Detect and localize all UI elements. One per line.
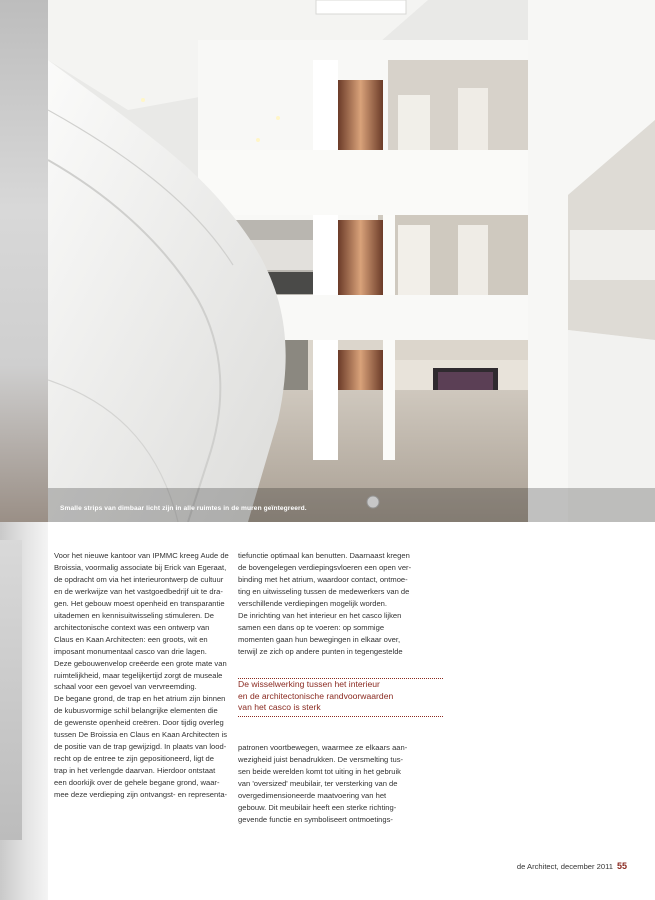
text-line: mee deze verdieping zijn ontvangst- en representa-: [54, 790, 228, 800]
text-line: sen beide werelden komt tot uiting in het gebruik: [238, 766, 401, 776]
facing-page-photo-edge: [0, 0, 48, 522]
text-line: de gewenste openheid creëren. Door tijdig overleg: [54, 718, 224, 728]
text-line: tiefunctie optimaal kan benutten. Daarnaast kregen: [238, 551, 410, 560]
pull-quote-rule-bottom: [238, 716, 443, 717]
text-line: Deze gebouwenvelop creëerde een grote mate van: [54, 658, 227, 668]
atrium-photo: [48, 0, 655, 522]
article-column-right-top: [238, 550, 428, 658]
text-line: van 'oversized' meubilair, ter versterking van de: [238, 778, 398, 788]
text-line: binding met het atrium, waardoor contact, ontmoe-: [238, 574, 408, 584]
text-line: imposant monumentaal casco van drie lagen.: [54, 646, 207, 656]
text-line: De inrichting van het interieur en het casco lijken: [238, 610, 402, 620]
text-line: overgedimensioneerde maatvoering van het: [238, 790, 387, 800]
text-line: Voor het nieuwe kantoor van IPMMC kreeg Aude de: [54, 551, 229, 560]
text-line: trap in het verlengde daarvan. Hierdoor ontstaat: [54, 766, 216, 776]
text-line: Broissia, voormalig associate bij Erick van Egeraat,: [54, 562, 227, 572]
text-line: gevende functie en symboliseert ontmoetings-: [238, 814, 393, 824]
photo-caption: Smalle strips van dimbaar licht zijn in alle ruimtes in de muren geïntegreerd.: [60, 505, 307, 512]
text-line: architectonische context was een ontwerp van: [54, 622, 210, 632]
text-line: de positie van de trap gewijzigd. In plaats van lood-: [54, 742, 227, 752]
text-line: tussen De Broissia en Claus en Kaan Architecten is: [54, 730, 228, 740]
text-line: de bovengelegen verdiepingsvloeren een open ver-: [238, 562, 412, 572]
text-line: verschillende verdiepingen mogelijk worden.: [238, 598, 388, 608]
text-line: ting en uitwisseling tussen de medewerkers van de: [238, 586, 410, 596]
pull-quote-line: De wisselwerking tussen het interieur: [238, 679, 380, 689]
text-line: De begane grond, de trap en het atrium zijn binnen: [54, 694, 226, 704]
text-line: en de werkwijze van het vastgoedbedrijf uit te dra-: [54, 586, 223, 596]
page-number: 55: [616, 861, 627, 871]
text-line: patronen voortbewegen, waarmee ze elkaars aan-: [238, 743, 408, 752]
publication-name: de Architect, december 2011: [516, 862, 613, 871]
page-footer: [517, 861, 627, 871]
text-line: recht op de entree te zijn gepositioneerd, ligt de: [54, 754, 214, 764]
atrium-illustration: [48, 0, 655, 522]
pull-quote-line: van het casco is sterk: [238, 702, 321, 713]
facing-page-text-edge: [0, 540, 22, 840]
text-line: de opdracht om via het interieurontwerp de cultuur: [54, 574, 224, 584]
text-line: wezigheid juist benadrukken. De versmelting tus-: [238, 754, 404, 764]
text-line: gen. Het gebouw moest openheid en transparantie: [54, 598, 225, 608]
article-column-right-bottom: [238, 742, 407, 826]
text-line: de kubusvormige schil belangrijke elementen die: [54, 706, 218, 716]
text-line: momenten gaan hun bewegingen in elkaar over,: [238, 634, 401, 644]
text-line: terwijl ze zich op andere punten in tegengestelde: [238, 646, 403, 656]
text-line: samen een dans op te voeren: op sommige: [238, 622, 385, 632]
pull-quote: [238, 678, 448, 717]
text-line: een doorkijk over de gehele begane grond, waar-: [54, 778, 220, 788]
text-line: schaal voor een gevoel van vervreemding.: [54, 682, 197, 692]
text-line: ruimtelijkheid, maar tegelijkertijd zorgt de museale: [54, 670, 223, 680]
pull-quote-line: en de architectonische randvoorwaarden: [238, 690, 394, 701]
text-line: Claus en Kaan Architecten: een groots, wit en: [54, 634, 208, 644]
text-line: uitademen en kennisuitwisseling stimuleren. De: [54, 610, 214, 620]
text-line: gebouw. Dit meubilair heeft een sterke richting-: [238, 802, 397, 812]
article-column-left: [54, 550, 229, 801]
